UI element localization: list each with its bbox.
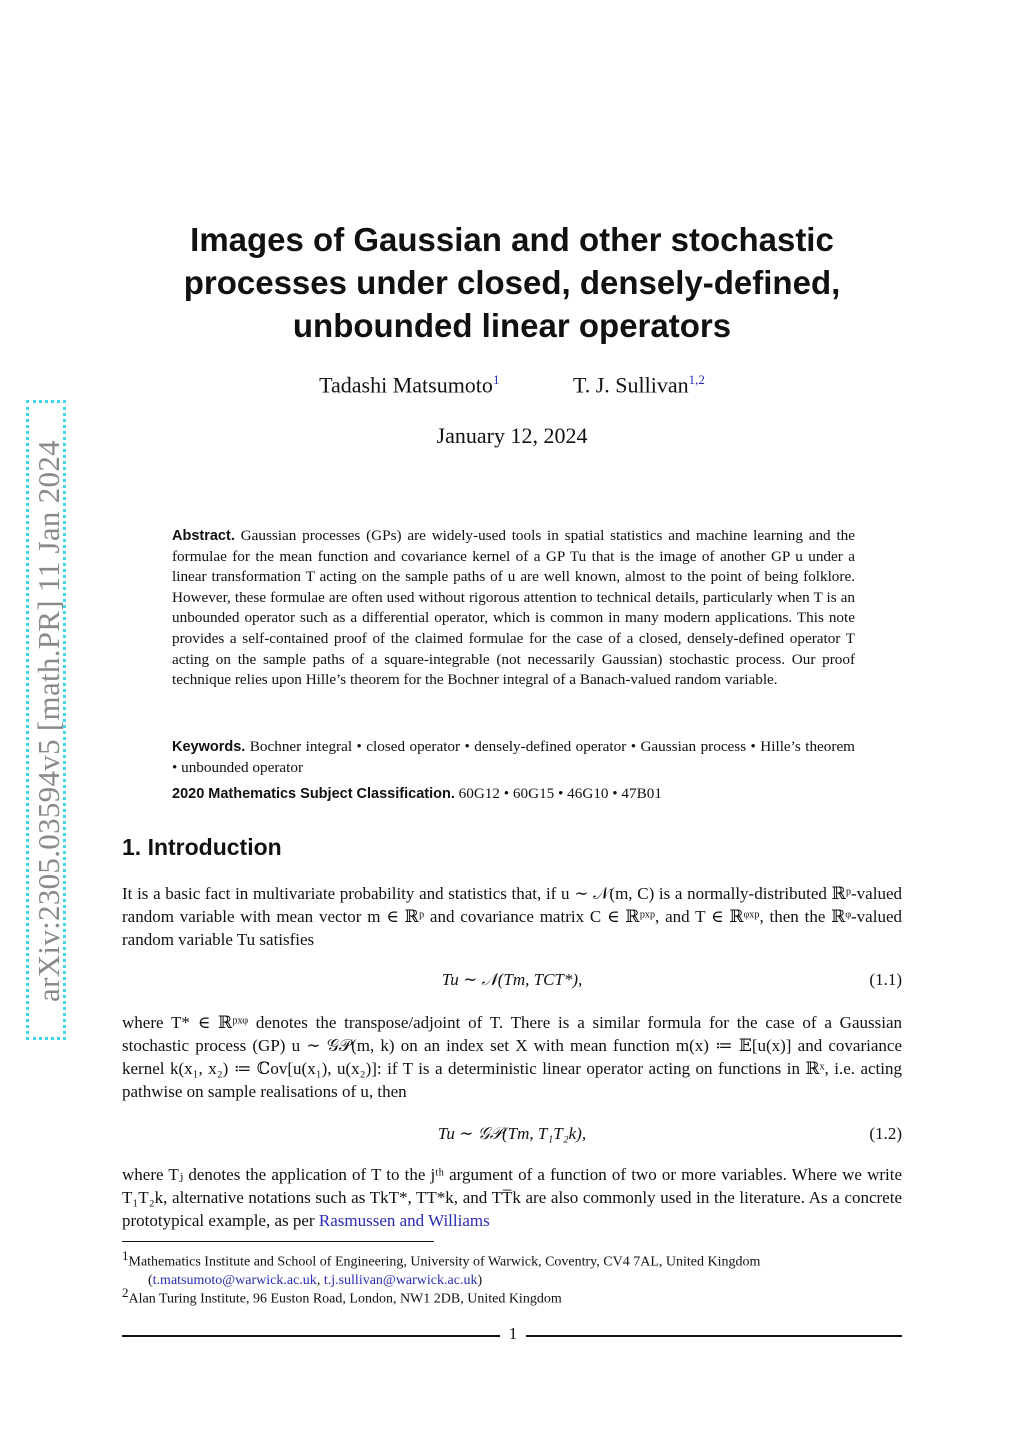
equation <box>122 1124 902 1147</box>
body-paragraph: It is a basic fact in multivariate probability and statistics that, if u ∼ 𝒩(m, C) is a normally-distributed ℝᵖ-valued random variable with mean vector m ∈ ℝᵖ and covariance matrix C ∈ ℝᵖˣᵖ, and T ∈ ℝᵠˣᵖ, then the ℝᵠ-valued random variable Tu satisfies <box>122 884 902 949</box>
keywords <box>172 737 855 778</box>
paragraph-text: where Tⱼ denotes the application of T to the jᵗʰ argument of a function of two or more variables. Where we write T₁T₂k, alternative notations such as TkT*, TT*k, and TT̅k are also commonly used in the literature. As a concrete prototypical example, as per <box>122 1165 902 1230</box>
page-number-rule <box>122 1335 500 1337</box>
msc-label: 2020 Mathematics Subject Classification. <box>172 786 455 802</box>
keywords-label: Keywords. <box>172 739 246 755</box>
footnote-marker: 2 <box>122 1285 129 1300</box>
section-heading: 1. Introduction <box>122 834 282 860</box>
keywords-text: Bochner integral • closed operator • densely-defined operator • Gaussian process • Hille’s theorem • unbounded operator <box>172 738 855 776</box>
author <box>573 372 705 398</box>
email-link[interactable]: t.matsumoto@warwick.ac.uk <box>152 1273 317 1289</box>
arxiv-sidebar-stamp <box>26 400 66 1040</box>
abstract <box>172 526 855 691</box>
footnote-text: Mathematics Institute and School of Engineering, University of Warwick, Coventry, CV4 7AL, United Kingdom <box>128 1254 761 1270</box>
page-number-rule <box>526 1335 902 1337</box>
equation-number: (1.2) <box>869 1124 902 1143</box>
body-paragraph <box>122 1163 902 1232</box>
arxiv-identifier[interactable]: arXiv:2305.03594v5 [math.PR] 11 Jan 2024 <box>31 440 66 1002</box>
footnote-marker: 1 <box>122 1248 129 1263</box>
footnote-rule <box>122 1241 434 1242</box>
affiliation-marker[interactable]: 1,2 <box>688 372 705 387</box>
footnote <box>122 1284 902 1309</box>
body-paragraph: where T* ∈ ℝᵖˣᵠ denotes the transpose/adjoint of T. There is a similar formula for the case of a Gaussian stochastic process (GP) u ∼ 𝒢𝒫(m, k) on an index set X with mean function m(x) ≔ 𝔼[u(x)] and covariance kernel k(x₁, x₂) ≔ ℂov[u(x₁), u(x₂)]: if T is a deterministic linear operator acting on functions in ℝˣ, i.e. acting pathwise on sample realisations of u, then <box>122 1013 902 1101</box>
author-name: Tadashi Matsumoto <box>319 372 493 398</box>
equation <box>122 970 902 993</box>
msc-codes: 60G12 • 60G15 • 46G10 • 47B01 <box>458 785 662 802</box>
equation-expression: Tu ∼ 𝒢𝒫(Tm, T₁T₂k), <box>437 1124 587 1143</box>
paper-title: Images of Gaussian and other stochastic processes under closed, densely-defined, unbounded linear operators <box>183 221 841 344</box>
abstract-label: Abstract. <box>172 528 235 544</box>
email-link[interactable]: t.j.sullivan@warwick.ac.uk <box>323 1273 478 1289</box>
publication-date: January 12, 2024 <box>436 423 588 448</box>
msc-classification <box>172 784 855 805</box>
footnote: $^1$Mathematics Institute and School of Engineering, University of Warwick, Coventry, CV4 7AL, United Kingdom (t.matsumoto@warwick.ac.uk, t.j.sullivan@warwick.ac.uk) <box>122 1248 761 1289</box>
author-list <box>0 372 1024 398</box>
abstract-text: Gaussian processes (GPs) are widely-used tools in spatial statistics and machine learning and the formulae for the mean function and covariance kernel of a GP Tu that is the image of another GP u under a linear transformation T acting on the sample paths of u are well known, almost to the point of being folklore. However, these formulae are often used without rigorous attention to technical details, particularly when T is an unbounded operator such as a differential operator, which is common in many modern applications. This note provides a self-contained proof of the claimed formulae for the case of a closed, densely-defined operator T acting on the sample paths of a square-integrable (not necessarily Gaussian) stochastic process. Our proof technique relies upon Hille’s theorem for the Bochner integral of a Banach-valued random variable. <box>172 527 855 689</box>
citation-link[interactable]: Rasmussen and Williams <box>318 1211 490 1230</box>
page-number: 1 <box>508 1324 518 1343</box>
author <box>319 372 499 398</box>
equation-expression: Tu ∼ 𝒩(Tm, TCT*), <box>441 970 583 989</box>
equation-number: (1.1) <box>869 970 902 989</box>
author-name: T. J. Sullivan <box>572 372 689 398</box>
affiliation-marker[interactable]: 1 <box>492 372 500 387</box>
footnote-text: Alan Turing Institute, 96 Euston Road, London, NW1 2DB, United Kingdom <box>128 1291 562 1307</box>
